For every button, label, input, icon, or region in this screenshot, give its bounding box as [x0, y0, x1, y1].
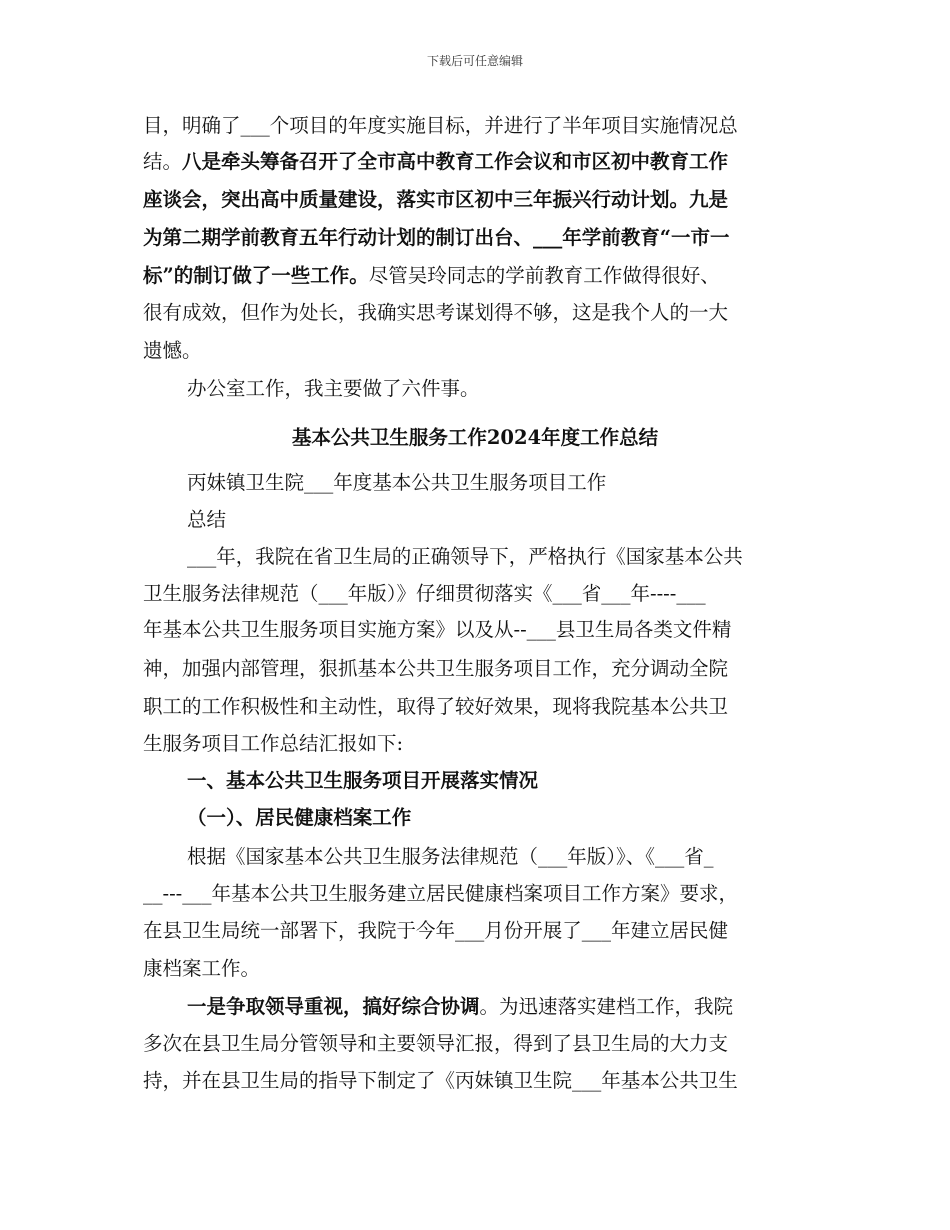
text-segment: 很有成效，但作为处长，我确实思考谋划得不够，这是我个人的一大	[143, 301, 729, 324]
text-segment: 总结	[187, 508, 227, 531]
text-line	[143, 659, 728, 679]
text-line	[143, 734, 403, 754]
text-line	[143, 190, 728, 210]
text-line	[143, 1071, 738, 1091]
text-line	[143, 152, 728, 172]
text-segment: 丙妹镇卫生院___年度基本公共卫生服务项目工作	[187, 471, 607, 494]
page-header: 下载后可任意编辑	[426, 54, 523, 68]
bold-text: （一）、居民健康档案工作	[187, 806, 412, 829]
text-segment: 生服务项目工作总结汇报如下:	[143, 732, 404, 755]
text-segment: 康档案工作。	[143, 957, 261, 980]
text-segment: 遗憾。	[143, 339, 202, 362]
bold-text: 为第二期学前教育五年行动计划的制订出台、___年学前教育“一市一	[143, 226, 730, 249]
text-line	[187, 847, 714, 867]
text-segment: 卫生服务法律规范（___年版）》仔细贯彻落实《___省___年----___	[143, 582, 706, 605]
bold-text: 座谈会，突出高中质量建设，落实市区初中三年振兴行动计划。九是	[143, 188, 729, 211]
text-line	[143, 884, 738, 904]
text-segment: 根据《国家基本公共卫生服务法律规范（___年版）》、《___省_	[187, 845, 714, 868]
text-segment: 结。	[143, 150, 183, 173]
text-line	[187, 771, 538, 791]
text-segment: __---___年基本公共卫生服务建立居民健康档案项目工作方案》要求，	[143, 882, 739, 905]
text-line	[143, 341, 202, 361]
text-segment: 神，加强内部管理，狠抓基本公共卫生服务项目工作，充分调动全院	[143, 657, 729, 680]
text-segment: 。为迅速落实建档工作，我院	[479, 995, 734, 1018]
text-segment: 目，明确了___个项目的年度实施目标，并进行了半年项目实施情况总	[143, 114, 738, 137]
text-line	[143, 697, 728, 717]
text-line	[143, 584, 706, 604]
text-line	[143, 116, 738, 136]
text-line	[143, 228, 729, 248]
text-segment: 办公室工作，我主要做了六件事。	[187, 377, 480, 400]
text-line	[187, 997, 733, 1017]
text-line	[187, 379, 480, 399]
text-line	[187, 510, 226, 530]
text-line	[143, 620, 731, 640]
text-segment: 在县卫生局统一部署下，我院于今年___月份开展了___年建立居民健	[143, 919, 729, 942]
text-line	[187, 808, 411, 828]
text-segment: 多次在县卫生局分管领导和主要领导汇报，得到了县卫生局的大力支	[143, 1032, 729, 1055]
bold-text: 八是牵头筹备召开了全市高中教育工作会议和市区初中教育工作	[182, 150, 729, 173]
text-segment: 年基本公共卫生服务项目实施方案》以及从--___县卫生局各类文件精	[143, 618, 732, 641]
text-line	[143, 959, 260, 979]
text-line	[143, 266, 720, 286]
text-segment: 尽管吴玲同志的学前教育工作做得很好、	[368, 264, 720, 287]
bold-text: 一是争取领导重视，搞好综合协调	[187, 995, 480, 1018]
text-line	[187, 473, 606, 493]
text-line	[143, 303, 728, 323]
text-line	[143, 921, 728, 941]
document-title	[0, 428, 950, 448]
text-segment: 职工的工作积极性和主动性，取得了较好效果，现将我院基本公共卫	[143, 695, 729, 718]
text-segment: ___年，我院在省卫生局的正确领导下，严格执行《国家基本公共	[187, 545, 743, 568]
bold-text: 一、基本公共卫生服务项目开展落实情况	[187, 769, 539, 792]
bold-text: 基本公共卫生服务工作2024年度工作总结	[291, 426, 659, 449]
text-line	[143, 1034, 728, 1054]
text-line	[187, 547, 743, 567]
bold-text: 标”的制订做了一些工作。	[143, 264, 369, 287]
text-segment: 持，并在县卫生局的指导下制定了《丙妹镇卫生院___年基本公共卫生	[143, 1069, 738, 1092]
